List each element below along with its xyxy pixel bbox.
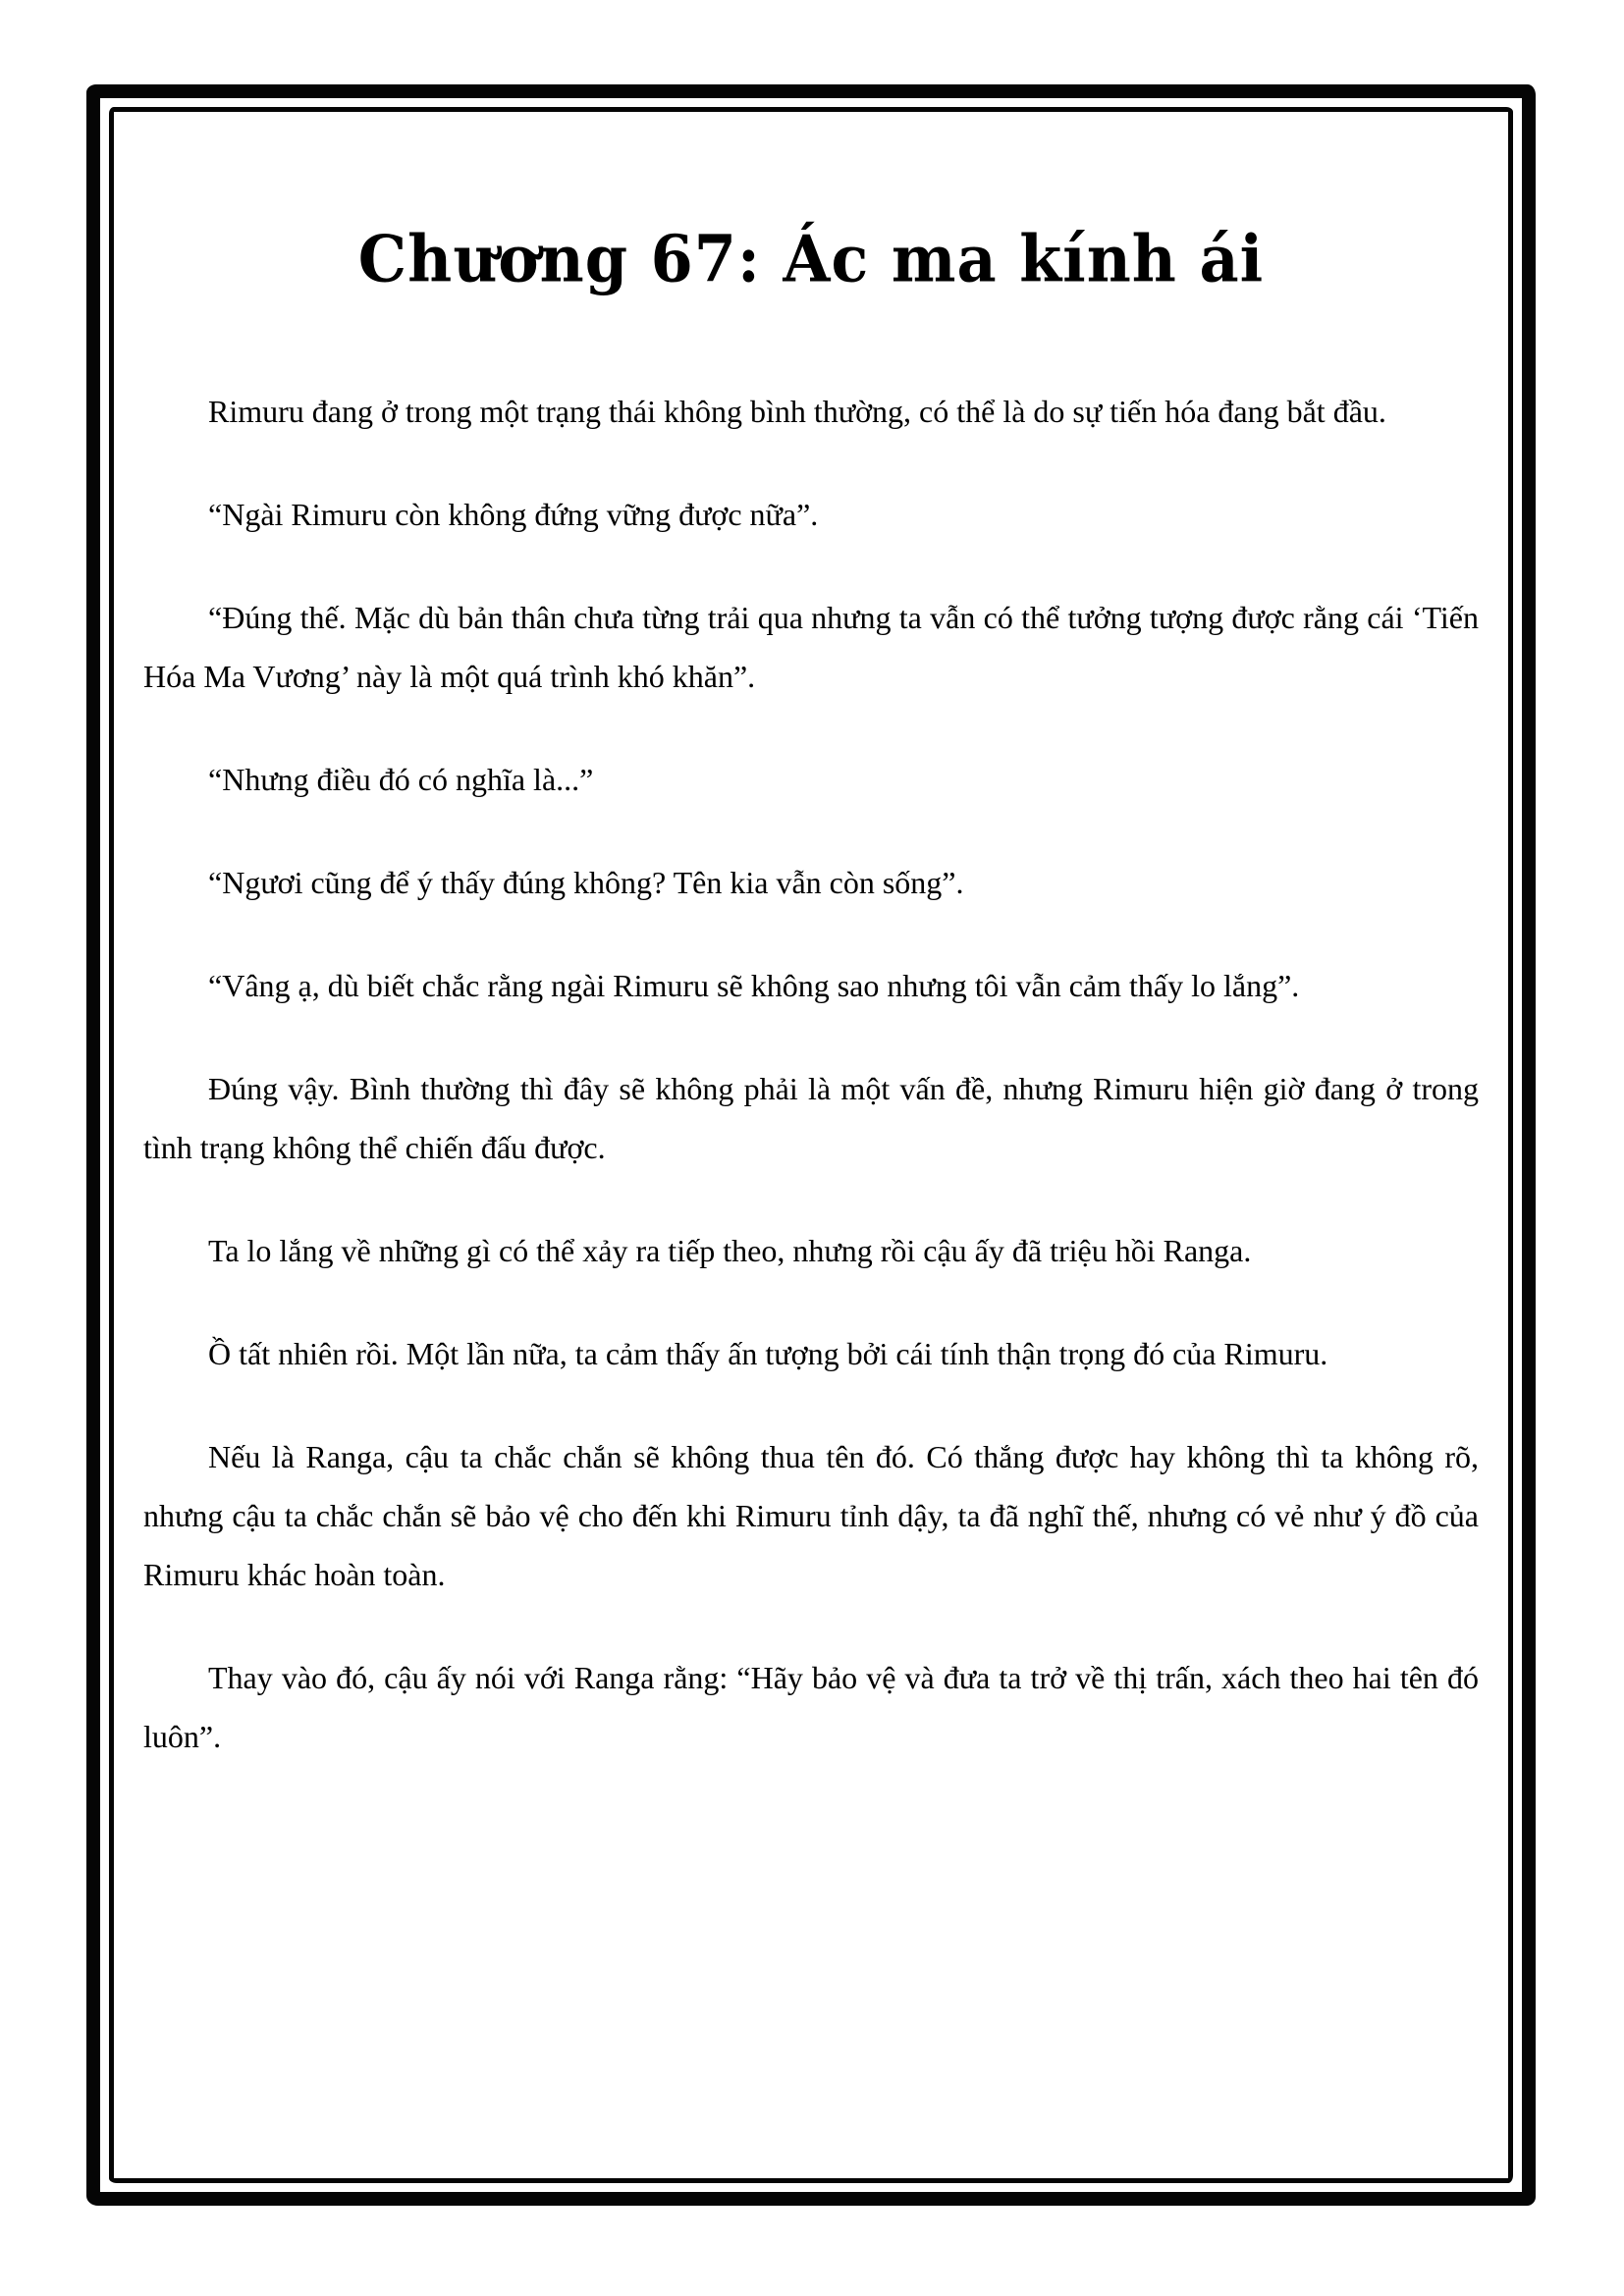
paragraph: Đúng vậy. Bình thường thì đây sẽ không phải là một vấn đề, nhưng Rimuru hiện giờ đang ở trong tình trạng không thể chiến đấu được. <box>143 1071 1479 1166</box>
page-border-inner <box>109 107 1513 2183</box>
paragraph: “Ngài Rimuru còn không đứng vững được nữa”. <box>208 497 819 533</box>
page-content <box>114 112 1508 2178</box>
chapter-body <box>143 292 1479 1766</box>
paragraph: Ta lo lắng về những gì có thể xảy ra tiếp theo, nhưng rồi cậu ấy đã triệu hồi Ranga. <box>208 1233 1252 1269</box>
chapter-title: Chương 67: Ác ma kính ái <box>357 220 1265 297</box>
paragraph: “Nhưng điều đó có nghĩa là...” <box>208 762 594 798</box>
paragraph: Thay vào đó, cậu ấy nói với Ranga rằng: “Hãy bảo vệ và đưa ta trở về thị trấn, xách theo hai tên đó luôn”. <box>143 1660 1479 1755</box>
paragraph: “Ngươi cũng để ý thấy đúng không? Tên kia vẫn còn sống”. <box>208 865 964 901</box>
paragraph: Rimuru đang ở trong một trạng thái không bình thường, có thể là do sự tiến hóa đang bắt đầu. <box>208 394 1386 430</box>
paragraph: Nếu là Ranga, cậu ta chắc chắn sẽ không thua tên đó. Có thắng được hay không thì ta không rõ, nhưng cậu ta chắc chắn sẽ bảo vệ cho đến khi Rimuru tỉnh dậy, ta đã nghĩ thế, nhưng có vẻ như ý đồ của Rimuru khác hoàn toàn. <box>143 1439 1479 1593</box>
paragraph: “Vâng ạ, dù biết chắc rằng ngài Rimuru sẽ không sao nhưng tôi vẫn cảm thấy lo lắng”. <box>208 968 1300 1004</box>
page-border-outer <box>86 84 1536 2206</box>
paragraph: “Đúng thế. Mặc dù bản thân chưa từng trải qua nhưng ta vẫn có thể tưởng tượng được rằng cái ‘Tiến Hóa Ma Vương’ này là một quá trình khó khăn”. <box>143 600 1479 695</box>
paragraph: Ồ tất nhiên rồi. Một lần nữa, ta cảm thấy ấn tượng bởi cái tính thận trọng đó của Rimuru. <box>208 1336 1328 1372</box>
